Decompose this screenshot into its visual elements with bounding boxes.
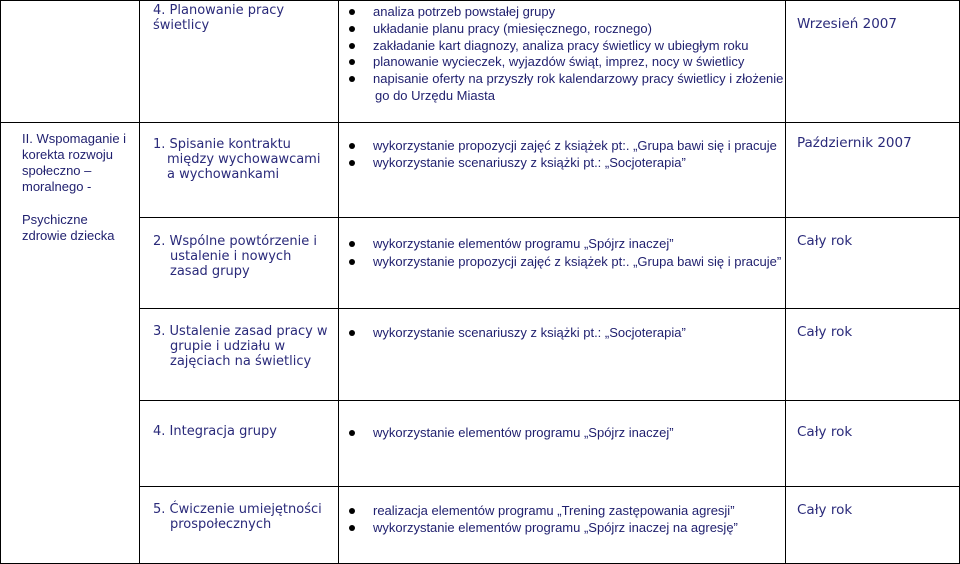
items-prospoleczne xyxy=(346,503,782,537)
date-caly-rok-1: Cały rok xyxy=(797,233,853,249)
task-prospoleczne: 5. Ćwiczenie umiejętności prospołecznych xyxy=(153,502,322,532)
section-title: II. Wspomaganie i korekta rozwoju społeczno – moralnego - Psychiczne zdrowie dziecka xyxy=(22,131,127,243)
list-item: wykorzystanie propozycji zajęć z książek pt:. „Grupa bawi się i pracuje” xyxy=(346,254,782,271)
list-item: wykorzystanie propozycji zajęć z książek pt:. „Grupa bawi się i pracuje xyxy=(346,138,782,155)
list-item: planowanie wycieczek, wyjazdów świąt, imprez, nocy w świetlicy xyxy=(346,54,782,71)
list-item: wykorzystanie scenariuszy z książki pt.: „Socjoterapia” xyxy=(346,155,782,172)
bullet-icon xyxy=(349,26,355,32)
list-item: wykorzystanie elementów programu „Spójrz inaczej na agresję” xyxy=(346,520,782,537)
date-caly-rok-3: Cały rok xyxy=(797,424,853,440)
items-kontrakt xyxy=(346,138,782,172)
task-planowanie xyxy=(153,3,333,33)
bullet-icon xyxy=(349,143,355,149)
bullet-icon xyxy=(349,59,355,65)
date-pazdziernik: Październik 2007 xyxy=(797,135,912,151)
list-item-continuation: go do Urzędu Miasta xyxy=(375,87,495,103)
task-udzial: 3. Ustalenie zasad pracy w grupie i udziału w zajęciach na świetlicy xyxy=(153,324,328,369)
bullet-icon xyxy=(349,9,355,15)
bullet-icon xyxy=(349,430,355,436)
list-item: wykorzystanie elementów programu „Spójrz inaczej” xyxy=(346,236,782,253)
bullet-icon xyxy=(349,43,355,49)
list-item: analiza potrzeb powstałej grupy xyxy=(346,4,782,21)
bullet-icon xyxy=(349,525,355,531)
items-planowanie xyxy=(346,4,782,105)
list-item: realizacja elementów programu „Trening zastępowania agresji” xyxy=(346,503,782,520)
list-item: wykorzystanie elementów programu „Spójrz inaczej” xyxy=(346,425,782,442)
bullet-icon xyxy=(349,508,355,514)
bullet-icon xyxy=(349,241,355,247)
items-integracja xyxy=(346,425,782,442)
items-udzial xyxy=(346,325,782,342)
bullet-icon xyxy=(349,259,355,265)
task-zasady: 2. Wspólne powtórzenie i ustalenie i nowych zasad grupy xyxy=(153,234,317,279)
items-zasady xyxy=(346,236,782,271)
bullet-icon xyxy=(349,76,355,82)
date-caly-rok-2: Cały rok xyxy=(797,324,853,340)
bullet-icon xyxy=(349,330,355,336)
task-kontrakt: 1. Spisanie kontraktu między wychowawcami a wychowankami xyxy=(153,137,321,182)
date-wrzesien: Wrzesień 2007 xyxy=(797,16,897,32)
task-integracja: 4. Integracja grupy xyxy=(153,424,277,439)
list-item: napisanie oferty na przyszły rok kalendarzowy pracy świetlicy i złożenie xyxy=(346,71,782,88)
date-caly-rok-4: Cały rok xyxy=(797,502,853,518)
task-label: 4. Planowanie pracy świetlicy xyxy=(153,3,285,33)
list-item: układanie planu pracy (miesięcznego, rocznego) xyxy=(346,21,782,38)
bullet-icon xyxy=(349,160,355,166)
list-item: zakładanie kart diagnozy, analiza pracy świetlicy w ubiegłym roku xyxy=(346,38,782,55)
list-item: wykorzystanie scenariuszy z książki pt.: „Socjoterapia” xyxy=(346,325,782,342)
